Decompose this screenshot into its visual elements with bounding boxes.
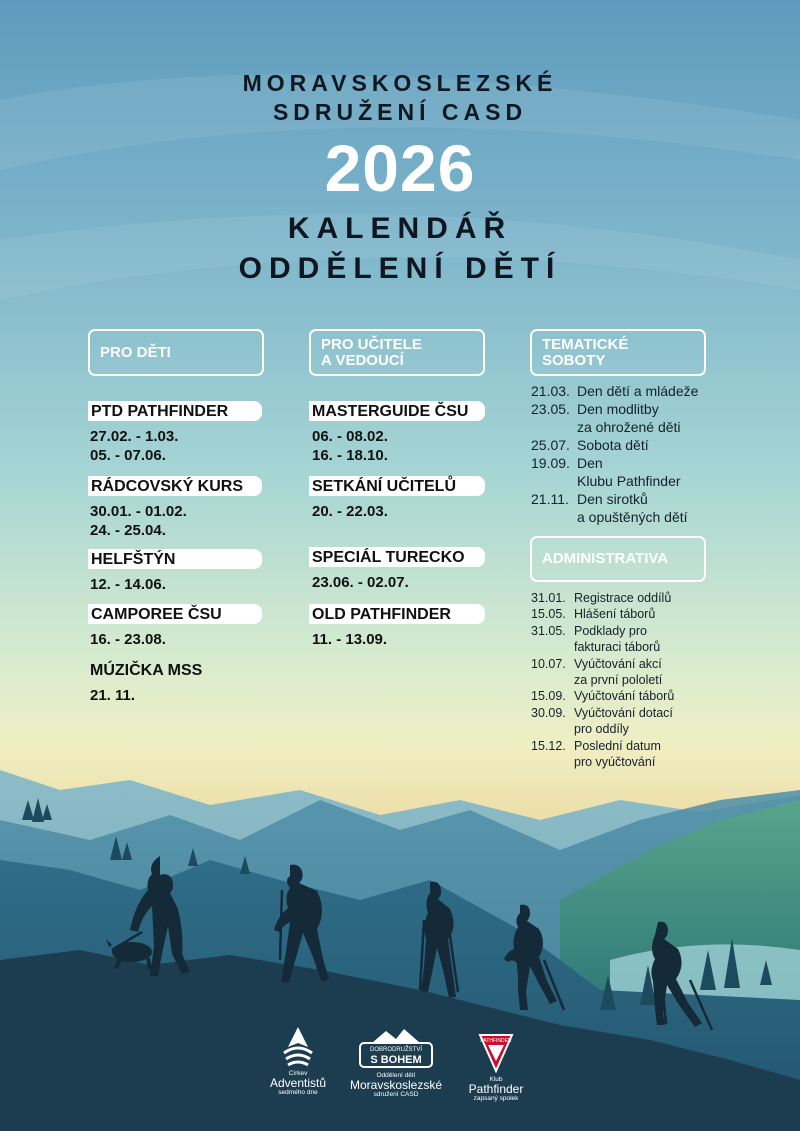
admin-date: 15.05. (531, 607, 566, 622)
list-item (531, 490, 791, 508)
sabbath-text: Den (577, 455, 603, 471)
sabbath-date: 21.11. (531, 491, 569, 507)
list-item (531, 623, 791, 639)
sabbath-date: 21.03. (531, 383, 570, 399)
event-date: 12. - 14.06. (90, 576, 166, 593)
list-item (531, 436, 791, 454)
list-item-continuation (531, 418, 791, 436)
event-date: 16. - 23.08. (90, 631, 166, 648)
admin-date: 15.09. (531, 689, 566, 704)
column-heading-leaders-line2: A VEDOUCÍ (321, 351, 404, 369)
logo-text-small: sdružení CASD (373, 1091, 419, 1098)
column-heading-sabbaths (530, 329, 706, 376)
logo-text-name: Moravskoslezské (349, 1078, 443, 1092)
event-date: 06. - 08.02. (312, 428, 388, 445)
admin-text: za první pololetí (574, 673, 663, 688)
badge-top-text: PATHFINDER (480, 1038, 512, 1044)
logo-adventist (262, 1025, 334, 1097)
event-title-muzicka: MÚZIČKA MSS (90, 662, 203, 679)
event-title-masterguide: MASTERGUIDE ČSU (309, 401, 485, 421)
event-title-radcovsky: RÁDCOVSKÝ KURS (88, 476, 262, 496)
admin-date: 31.01. (531, 591, 566, 605)
event-date: 23.06. - 02.07. (312, 574, 409, 591)
column-heading-kids (88, 329, 264, 376)
admin-text: Vyúčtování akcí (574, 656, 662, 671)
admin-text: Podklady pro (574, 623, 647, 638)
list-item (531, 382, 791, 400)
admin-text: Vyúčtování dotací (574, 705, 673, 720)
logo-pathfinder (460, 1033, 532, 1103)
event-title-old-pathfinder: OLD PATHFINDER (309, 604, 485, 624)
admin-list (531, 590, 791, 770)
admin-date: 10.07. (531, 656, 566, 671)
column-heading-leaders-line1: PRO UČITELE (321, 335, 422, 353)
sabbath-text: a opuštěných dětí (577, 509, 688, 525)
event-date: 27.02. - 1.03. (90, 428, 179, 445)
title-line2: ODDĚLENÍ DĚTÍ (238, 252, 562, 285)
event-date: 11. - 13.09. (312, 631, 388, 648)
column-heading-sabbaths-line2: SOBOTY (542, 351, 606, 369)
list-item-continuation (531, 672, 791, 688)
event-date: 30.01. - 01.02. (90, 503, 187, 520)
column-heading-sabbaths-line1: TEMATICKÉ (542, 335, 629, 353)
event-date: 20. - 22.03. (312, 503, 388, 520)
title-line1: KALENDÁŘ (287, 212, 513, 245)
mountain-badge-icon (358, 1027, 434, 1069)
admin-date: 31.05. (531, 623, 566, 638)
list-item (531, 606, 791, 622)
admin-text: Registrace oddílů (574, 591, 672, 605)
column-heading-admin (530, 536, 706, 582)
admin-text: Hlášení táborů (574, 607, 656, 622)
logo-text-name: Pathfinder (468, 1082, 524, 1096)
logo-s-bohem (348, 1027, 444, 1099)
event-date: 16. - 18.10. (312, 447, 388, 464)
sabbath-text: Den sirotků (577, 491, 648, 507)
event-title-camporee: CAMPOREE ČSU (88, 604, 262, 624)
event-title-ptd: PTD PATHFINDER (88, 401, 262, 421)
logo-text-small: Oddělení dětí (376, 1072, 416, 1079)
sabbath-date: 25.07. (531, 437, 570, 453)
event-date: 21. 11. (90, 687, 136, 704)
organization-name-line2: SDRUŽENÍ CASD (272, 99, 528, 125)
sabbath-date: 19.09. (531, 455, 570, 471)
event-title-helfstyn: HELFŠTÝN (88, 549, 262, 569)
list-item-continuation (531, 639, 791, 655)
list-item-continuation (531, 472, 791, 490)
adventist-flame-icon (278, 1025, 318, 1067)
column-heading-leaders (309, 329, 485, 376)
sabbath-date: 23.05. (531, 401, 570, 417)
sabbath-text: za ohrožené děti (577, 419, 681, 435)
event-date: 24. - 25.04. (90, 522, 166, 539)
admin-text: fakturaci táborů (574, 640, 661, 655)
admin-text: pro oddíly (574, 722, 629, 737)
admin-text: Poslední datum (574, 738, 661, 753)
sabbath-list (531, 382, 791, 526)
list-item-continuation (531, 721, 791, 737)
list-item (531, 454, 791, 472)
column-heading-admin-text: ADMINISTRATIVA (542, 550, 669, 567)
sabbath-text: Klubu Pathfinder (577, 473, 681, 489)
organization-name-line1: MORAVSKOSLEZSKÉ (242, 70, 558, 96)
list-item (531, 738, 791, 754)
admin-date: 30.09. (531, 705, 566, 720)
list-item (531, 656, 791, 672)
logo-text-small: zapsaný spolek (473, 1095, 519, 1102)
admin-date: 15.12. (531, 738, 566, 753)
list-item (531, 688, 791, 704)
logo-text-name: Adventistů (269, 1076, 327, 1090)
logo-text-small: sedmého dne (278, 1089, 318, 1096)
badge-top-text: DOBRODRUŽSTVÍ (369, 1047, 423, 1053)
year-heading: 2026 (324, 131, 476, 205)
list-item (531, 590, 791, 606)
sabbath-text: Den dětí a mládeže (577, 383, 699, 399)
list-item (531, 400, 791, 418)
event-title-setkani: SETKÁNÍ UČITELŮ (309, 476, 485, 496)
event-date: 05. - 07.06. (90, 447, 166, 464)
sabbath-text: Den modlitby (577, 401, 659, 417)
column-heading-kids-text: PRO DĚTI (100, 343, 171, 361)
sabbath-text: Sobota dětí (577, 437, 649, 453)
pathfinder-shield-icon (478, 1033, 514, 1073)
event-title-turecko: SPECIÁL TURECKO (309, 547, 485, 567)
logo-text-small: Klub (489, 1076, 503, 1083)
list-item (531, 705, 791, 721)
list-item-continuation (531, 754, 791, 770)
admin-text: pro vyúčtování (574, 755, 656, 770)
badge-main-text: S BOHEM (370, 1054, 422, 1066)
logo-text-small: Církev (288, 1070, 308, 1077)
admin-text: Vyúčtování táborů (574, 689, 675, 704)
list-item-continuation (531, 508, 791, 526)
